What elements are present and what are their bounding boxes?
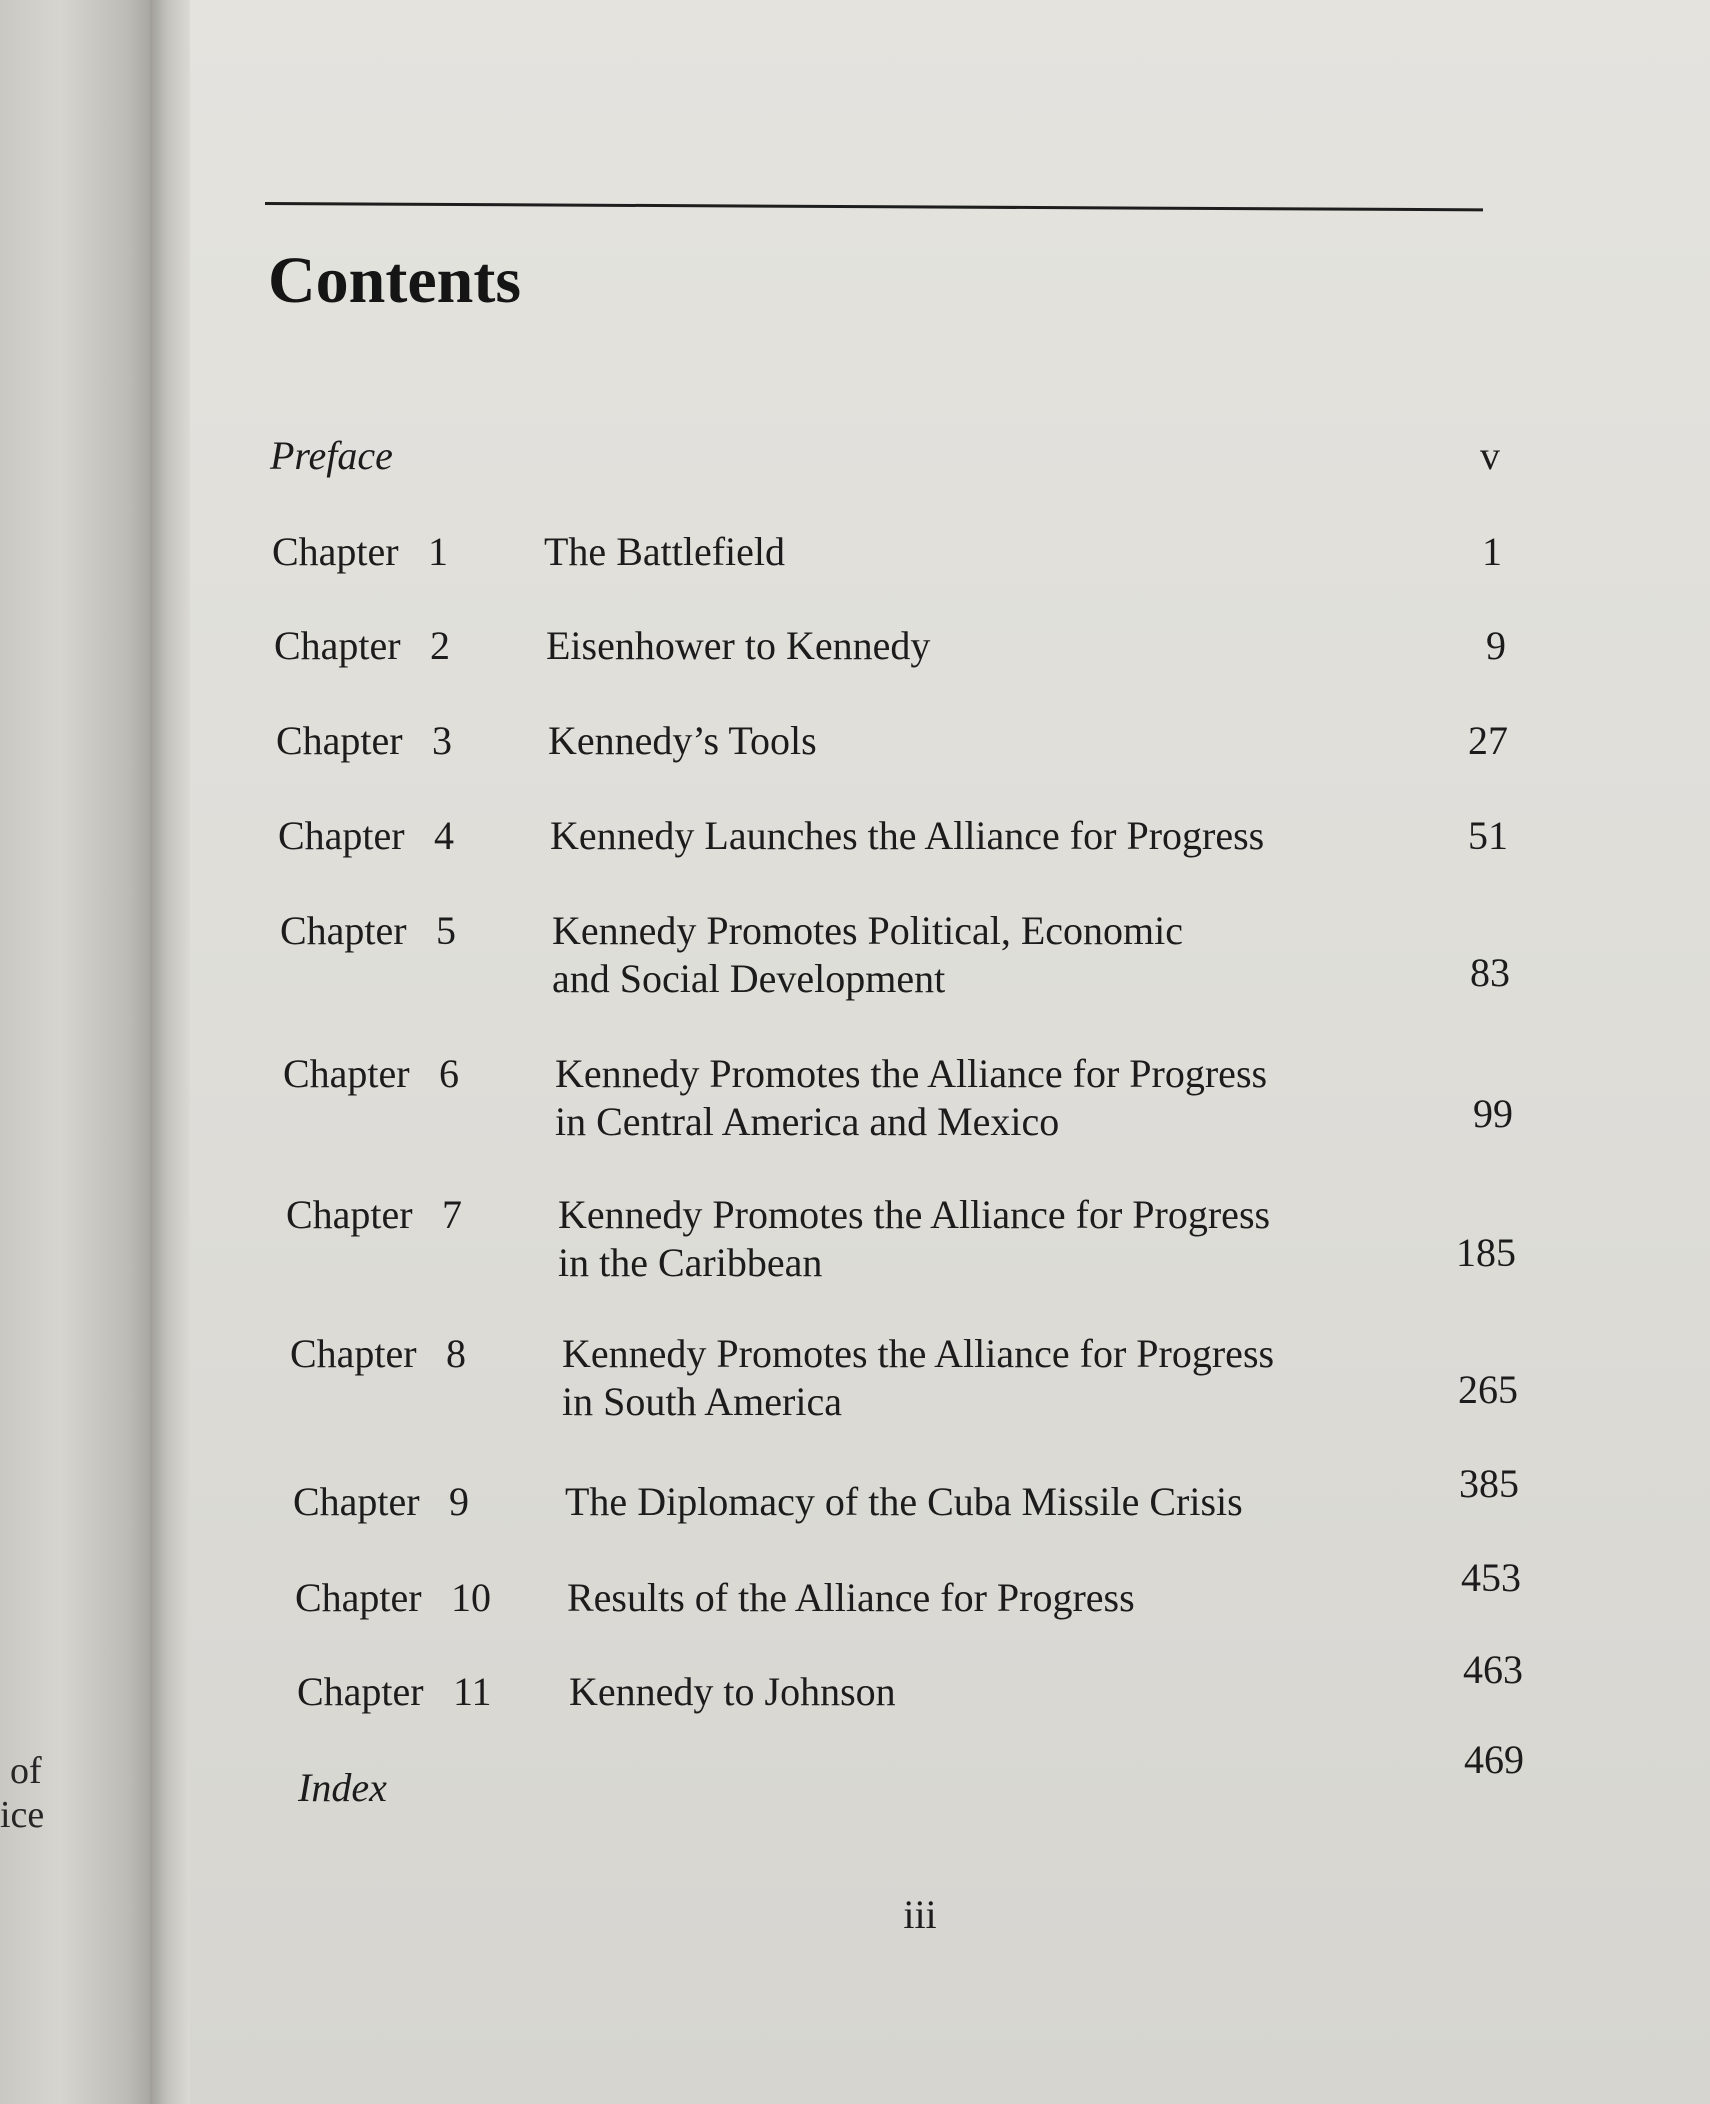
chapter-title: Results of the Alliance for Progress — [567, 1575, 1135, 1620]
chapter-title: Kennedy to Johnson — [569, 1669, 896, 1714]
chapter-number: 9 — [449, 1479, 469, 1524]
chapter-number: 10 — [451, 1575, 491, 1620]
chapter-title: Kennedy Promotes Political, Economic and Social Development — [552, 908, 1183, 1001]
chapter-page-number: 385 — [1459, 1461, 1519, 1506]
toc-entry-chapter-11 — [297, 1647, 1523, 1748]
chapter-number: 6 — [439, 1051, 459, 1096]
chapter-number: 3 — [432, 718, 452, 763]
chapter-page-number: 83 — [1470, 950, 1510, 995]
toc-entry-chapter-3 — [276, 717, 1508, 797]
chapter-label: Chapter — [286, 1192, 413, 1237]
chapter-page-number: 463 — [1463, 1647, 1523, 1692]
chapter-title: The Battlefield — [544, 529, 786, 574]
chapter-title: Kennedy Promotes the Alliance for Progress in the Caribbean — [558, 1192, 1271, 1285]
preface-page-number: v — [1480, 433, 1500, 478]
chapter-number: 2 — [430, 623, 450, 668]
chapter-number: 1 — [428, 529, 448, 574]
chapter-label: Chapter — [295, 1575, 422, 1620]
chapter-page-number: 185 — [1456, 1230, 1516, 1275]
chapter-label: Chapter — [280, 908, 407, 953]
chapter-label: Chapter — [293, 1479, 420, 1524]
index-label: Index — [298, 1765, 387, 1810]
chapter-number: 11 — [453, 1669, 492, 1714]
chapter-label: Chapter — [276, 718, 403, 763]
toc-entry-chapter-8 — [290, 1330, 1518, 1424]
left-page-text-fragment: ice — [0, 1794, 45, 1836]
page-folio: iii — [903, 1892, 937, 1937]
chapter-label: Chapter — [274, 623, 401, 668]
toc-entry-chapter-2 — [274, 622, 1506, 702]
chapter-title: Kennedy Promotes the Alliance for Progress in South America — [562, 1331, 1275, 1424]
chapter-page-number: 1 — [1482, 529, 1502, 574]
chapter-title: Kennedy Promotes the Alliance for Progress in Central America and Mexico — [555, 1051, 1268, 1144]
chapter-number: 8 — [446, 1331, 466, 1376]
chapter-title: The Diplomacy of the Cuba Missile Crisis — [565, 1479, 1243, 1524]
toc-entry-chapter-4 — [278, 812, 1508, 892]
toc-entry-chapter-5 — [280, 907, 1510, 1001]
chapter-page-number: 265 — [1458, 1367, 1518, 1412]
chapter-page-number: 27 — [1468, 718, 1508, 763]
chapter-label: Chapter — [297, 1669, 424, 1714]
contents-heading: Contents — [268, 244, 522, 317]
chapter-page-number: 9 — [1486, 623, 1506, 668]
left-page-text-fragment: of — [10, 1750, 42, 1792]
chapter-title: Eisenhower to Kennedy — [546, 623, 931, 668]
toc-entry-preface — [270, 432, 1500, 512]
chapter-label: Chapter — [278, 813, 405, 858]
chapter-title: Kennedy Launches the Alliance for Progress — [550, 813, 1265, 858]
chapter-number: 5 — [436, 908, 456, 953]
chapter-label: Chapter — [290, 1331, 417, 1376]
chapter-number: 7 — [442, 1192, 462, 1237]
preface-label: Preface — [270, 433, 393, 478]
toc-entry-chapter-10 — [295, 1555, 1521, 1654]
toc-entry-chapter-6 — [283, 1050, 1513, 1144]
chapter-page-number: 99 — [1473, 1091, 1513, 1136]
index-page-number: 469 — [1464, 1737, 1524, 1782]
toc-entry-chapter-9 — [293, 1461, 1519, 1558]
chapter-label: Chapter — [272, 529, 399, 574]
toc-entry-chapter-7 — [286, 1191, 1516, 1285]
chapter-label: Chapter — [283, 1051, 410, 1096]
chapter-page-number: 51 — [1468, 813, 1508, 858]
toc-entry-index — [298, 1737, 1524, 1844]
chapter-title: Kennedy’s Tools — [548, 718, 817, 763]
toc-entry-chapter-1 — [272, 528, 1502, 608]
chapter-number: 4 — [434, 813, 454, 858]
chapter-page-number: 453 — [1461, 1555, 1521, 1600]
